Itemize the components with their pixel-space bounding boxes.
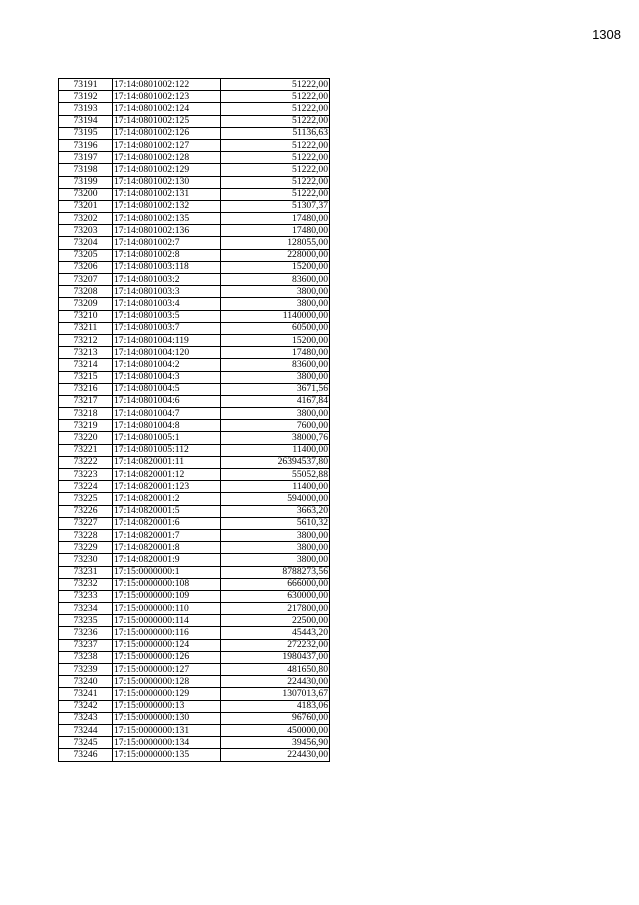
value-cell: 51222,00 [221, 176, 330, 188]
table-row [59, 139, 330, 151]
cadastral-number-cell: 17:14:0801002:128 [113, 152, 221, 164]
table-row [59, 261, 330, 273]
table-row [59, 639, 330, 651]
cadastral-number-cell: 17:14:0820001:8 [113, 542, 221, 554]
cadastral-number-cell: 17:15:0000000:13 [113, 700, 221, 712]
cadastral-number-cell: 17:14:0820001:11 [113, 456, 221, 468]
value-cell: 51222,00 [221, 91, 330, 103]
table-row [59, 359, 330, 371]
cadastral-number-cell: 17:14:0801004:2 [113, 359, 221, 371]
value-cell: 3800,00 [221, 529, 330, 541]
table-row [59, 651, 330, 663]
table-row [59, 590, 330, 602]
value-cell: 11400,00 [221, 444, 330, 456]
table-row [59, 383, 330, 395]
value-cell: 630000,00 [221, 590, 330, 602]
table-row [59, 298, 330, 310]
row-number-cell: 73209 [59, 298, 113, 310]
cadastral-number-cell: 17:14:0801002:129 [113, 164, 221, 176]
cadastral-number-cell: 17:14:0801003:5 [113, 310, 221, 322]
row-number-cell: 73220 [59, 432, 113, 444]
row-number-cell: 73215 [59, 371, 113, 383]
table-row [59, 481, 330, 493]
table-row [59, 456, 330, 468]
value-cell: 594000,00 [221, 493, 330, 505]
value-cell: 3671,56 [221, 383, 330, 395]
row-number-cell: 73239 [59, 664, 113, 676]
value-cell: 51222,00 [221, 115, 330, 127]
cadastral-number-cell: 17:15:0000000:128 [113, 676, 221, 688]
cadastral-number-cell: 17:14:0820001:5 [113, 505, 221, 517]
row-number-cell: 73234 [59, 603, 113, 615]
value-cell: 60500,00 [221, 322, 330, 334]
value-cell: 3663,20 [221, 505, 330, 517]
cadastral-number-cell: 17:14:0801002:135 [113, 213, 221, 225]
row-number-cell: 73242 [59, 700, 113, 712]
table-row [59, 334, 330, 346]
cadastral-number-cell: 17:15:0000000:130 [113, 712, 221, 724]
table-row [59, 225, 330, 237]
row-number-cell: 73223 [59, 469, 113, 481]
table-row [59, 554, 330, 566]
cadastral-number-cell: 17:15:0000000:108 [113, 578, 221, 590]
table-row [59, 420, 330, 432]
table-row [59, 664, 330, 676]
table-row [59, 310, 330, 322]
cadastral-number-cell: 17:14:0801002:136 [113, 225, 221, 237]
row-number-cell: 73230 [59, 554, 113, 566]
value-cell: 1140000,00 [221, 310, 330, 322]
cadastral-number-cell: 17:15:0000000:116 [113, 627, 221, 639]
cadastral-number-cell: 17:14:0801004:7 [113, 408, 221, 420]
value-cell: 3800,00 [221, 554, 330, 566]
row-number-cell: 73217 [59, 395, 113, 407]
row-number-cell: 73198 [59, 164, 113, 176]
cadastral-number-cell: 17:14:0801003:3 [113, 286, 221, 298]
row-number-cell: 73202 [59, 213, 113, 225]
table-row [59, 493, 330, 505]
table-row [59, 152, 330, 164]
value-cell: 51222,00 [221, 79, 330, 91]
row-number-cell: 73196 [59, 139, 113, 151]
cadastral-number-cell: 17:14:0801002:7 [113, 237, 221, 249]
table-row [59, 603, 330, 615]
row-number-cell: 73197 [59, 152, 113, 164]
row-number-cell: 73224 [59, 481, 113, 493]
table-row [59, 469, 330, 481]
table-row [59, 371, 330, 383]
row-number-cell: 73193 [59, 103, 113, 115]
cadastral-number-cell: 17:14:0801003:118 [113, 261, 221, 273]
cadastral-number-cell: 17:14:0820001:12 [113, 469, 221, 481]
table-row [59, 700, 330, 712]
row-number-cell: 73213 [59, 347, 113, 359]
row-number-cell: 73231 [59, 566, 113, 578]
cadastral-number-cell: 17:15:0000000:134 [113, 737, 221, 749]
row-number-cell: 73237 [59, 639, 113, 651]
table-row [59, 627, 330, 639]
table-row [59, 395, 330, 407]
table-row [59, 115, 330, 127]
value-cell: 38000,76 [221, 432, 330, 444]
value-cell: 224430,00 [221, 749, 330, 761]
table-row [59, 176, 330, 188]
row-number-cell: 73236 [59, 627, 113, 639]
value-cell: 7600,00 [221, 420, 330, 432]
cadastral-number-cell: 17:15:0000000:126 [113, 651, 221, 663]
cadastral-number-cell: 17:14:0801004:120 [113, 347, 221, 359]
table-row [59, 505, 330, 517]
value-cell: 450000,00 [221, 724, 330, 736]
table-row [59, 444, 330, 456]
row-number-cell: 73191 [59, 79, 113, 91]
value-cell: 22500,00 [221, 615, 330, 627]
cadastral-number-cell: 17:14:0801005:1 [113, 432, 221, 444]
cadastral-number-cell: 17:14:0820001:123 [113, 481, 221, 493]
row-number-cell: 73221 [59, 444, 113, 456]
row-number-cell: 73226 [59, 505, 113, 517]
row-number-cell: 73201 [59, 200, 113, 212]
row-number-cell: 73246 [59, 749, 113, 761]
table-row [59, 408, 330, 420]
value-cell: 17480,00 [221, 347, 330, 359]
value-cell: 17480,00 [221, 213, 330, 225]
row-number-cell: 73211 [59, 322, 113, 334]
value-cell: 5610,32 [221, 517, 330, 529]
table-row [59, 712, 330, 724]
cadastral-number-cell: 17:14:0801002:131 [113, 188, 221, 200]
row-number-cell: 73241 [59, 688, 113, 700]
value-cell: 15200,00 [221, 261, 330, 273]
cadastral-number-cell: 17:14:0801002:130 [113, 176, 221, 188]
table-row [59, 724, 330, 736]
table-row [59, 188, 330, 200]
table-row [59, 91, 330, 103]
value-cell: 217800,00 [221, 603, 330, 615]
cadastral-number-cell: 17:15:0000000:109 [113, 590, 221, 602]
row-number-cell: 73227 [59, 517, 113, 529]
value-cell: 4167,84 [221, 395, 330, 407]
row-number-cell: 73208 [59, 286, 113, 298]
table-row [59, 737, 330, 749]
value-cell: 3800,00 [221, 542, 330, 554]
row-number-cell: 73228 [59, 529, 113, 541]
value-cell: 15200,00 [221, 334, 330, 346]
cadastral-number-cell: 17:14:0801002:125 [113, 115, 221, 127]
cadastral-number-cell: 17:15:0000000:131 [113, 724, 221, 736]
table-row [59, 676, 330, 688]
cadastral-number-cell: 17:15:0000000:124 [113, 639, 221, 651]
table-row [59, 103, 330, 115]
page-number: 1308 [592, 27, 621, 42]
cadastral-number-cell: 17:14:0801002:122 [113, 79, 221, 91]
value-cell: 83600,00 [221, 274, 330, 286]
cadastral-number-cell: 17:14:0820001:7 [113, 529, 221, 541]
row-number-cell: 73192 [59, 91, 113, 103]
value-cell: 51222,00 [221, 188, 330, 200]
table-row [59, 688, 330, 700]
cadastral-number-cell: 17:14:0801005:112 [113, 444, 221, 456]
value-cell: 51222,00 [221, 139, 330, 151]
row-number-cell: 73225 [59, 493, 113, 505]
row-number-cell: 73243 [59, 712, 113, 724]
value-cell: 45443,20 [221, 627, 330, 639]
table-row [59, 200, 330, 212]
value-cell: 83600,00 [221, 359, 330, 371]
cadastral-number-cell: 17:14:0801002:132 [113, 200, 221, 212]
row-number-cell: 73203 [59, 225, 113, 237]
cadastral-value-table [58, 78, 330, 762]
cadastral-number-cell: 17:14:0801004:5 [113, 383, 221, 395]
row-number-cell: 73195 [59, 127, 113, 139]
table-row [59, 237, 330, 249]
cadastral-number-cell: 17:14:0801004:6 [113, 395, 221, 407]
cadastral-number-cell: 17:15:0000000:110 [113, 603, 221, 615]
value-cell: 17480,00 [221, 225, 330, 237]
cadastral-number-cell: 17:14:0801002:126 [113, 127, 221, 139]
cadastral-number-cell: 17:15:0000000:127 [113, 664, 221, 676]
row-number-cell: 73232 [59, 578, 113, 590]
cadastral-number-cell: 17:14:0801002:127 [113, 139, 221, 151]
value-cell: 51222,00 [221, 152, 330, 164]
value-cell: 3800,00 [221, 371, 330, 383]
cadastral-number-cell: 17:14:0820001:9 [113, 554, 221, 566]
value-cell: 3800,00 [221, 408, 330, 420]
table-row [59, 79, 330, 91]
value-cell: 51222,00 [221, 164, 330, 176]
table-row [59, 164, 330, 176]
value-cell: 8788273,56 [221, 566, 330, 578]
table-row [59, 347, 330, 359]
table-row [59, 213, 330, 225]
row-number-cell: 73229 [59, 542, 113, 554]
value-cell: 228000,00 [221, 249, 330, 261]
value-cell: 1980437,00 [221, 651, 330, 663]
value-cell: 96760,00 [221, 712, 330, 724]
value-cell: 55052,88 [221, 469, 330, 481]
row-number-cell: 73212 [59, 334, 113, 346]
row-number-cell: 73244 [59, 724, 113, 736]
cadastral-number-cell: 17:15:0000000:129 [113, 688, 221, 700]
table-row [59, 249, 330, 261]
row-number-cell: 73222 [59, 456, 113, 468]
table-row [59, 542, 330, 554]
value-cell: 51136,63 [221, 127, 330, 139]
value-cell: 224430,00 [221, 676, 330, 688]
cadastral-number-cell: 17:14:0801004:3 [113, 371, 221, 383]
cadastral-number-cell: 17:14:0820001:6 [113, 517, 221, 529]
value-cell: 666000,00 [221, 578, 330, 590]
value-cell: 4183,06 [221, 700, 330, 712]
row-number-cell: 73216 [59, 383, 113, 395]
table-body [59, 79, 330, 762]
value-cell: 481650,80 [221, 664, 330, 676]
row-number-cell: 73240 [59, 676, 113, 688]
row-number-cell: 73245 [59, 737, 113, 749]
table-row [59, 322, 330, 334]
row-number-cell: 73214 [59, 359, 113, 371]
row-number-cell: 73204 [59, 237, 113, 249]
cadastral-number-cell: 17:14:0820001:2 [113, 493, 221, 505]
row-number-cell: 73210 [59, 310, 113, 322]
cadastral-number-cell: 17:14:0801002:8 [113, 249, 221, 261]
value-cell: 1307013,67 [221, 688, 330, 700]
row-number-cell: 73194 [59, 115, 113, 127]
cadastral-number-cell: 17:14:0801002:123 [113, 91, 221, 103]
table-row [59, 274, 330, 286]
value-cell: 11400,00 [221, 481, 330, 493]
row-number-cell: 73206 [59, 261, 113, 273]
value-cell: 128055,00 [221, 237, 330, 249]
table-row [59, 286, 330, 298]
table-row [59, 432, 330, 444]
value-cell: 26394537,80 [221, 456, 330, 468]
cadastral-number-cell: 17:14:0801002:124 [113, 103, 221, 115]
table-row [59, 749, 330, 761]
cadastral-number-cell: 17:14:0801003:4 [113, 298, 221, 310]
value-cell: 272232,00 [221, 639, 330, 651]
cadastral-number-cell: 17:14:0801004:8 [113, 420, 221, 432]
value-cell: 3800,00 [221, 286, 330, 298]
table-row [59, 529, 330, 541]
row-number-cell: 73200 [59, 188, 113, 200]
cadastral-number-cell: 17:14:0801004:119 [113, 334, 221, 346]
table-row [59, 127, 330, 139]
row-number-cell: 73207 [59, 274, 113, 286]
table-row [59, 566, 330, 578]
value-cell: 3800,00 [221, 298, 330, 310]
table-row [59, 578, 330, 590]
row-number-cell: 73219 [59, 420, 113, 432]
table-row [59, 615, 330, 627]
cadastral-number-cell: 17:14:0801003:2 [113, 274, 221, 286]
row-number-cell: 73238 [59, 651, 113, 663]
value-cell: 51222,00 [221, 103, 330, 115]
row-number-cell: 73233 [59, 590, 113, 602]
value-cell: 39456,90 [221, 737, 330, 749]
cadastral-number-cell: 17:15:0000000:135 [113, 749, 221, 761]
cadastral-number-cell: 17:15:0000000:114 [113, 615, 221, 627]
table-row [59, 517, 330, 529]
row-number-cell: 73235 [59, 615, 113, 627]
row-number-cell: 73218 [59, 408, 113, 420]
row-number-cell: 73199 [59, 176, 113, 188]
row-number-cell: 73205 [59, 249, 113, 261]
cadastral-number-cell: 17:15:0000000:1 [113, 566, 221, 578]
cadastral-number-cell: 17:14:0801003:7 [113, 322, 221, 334]
value-cell: 51307,37 [221, 200, 330, 212]
